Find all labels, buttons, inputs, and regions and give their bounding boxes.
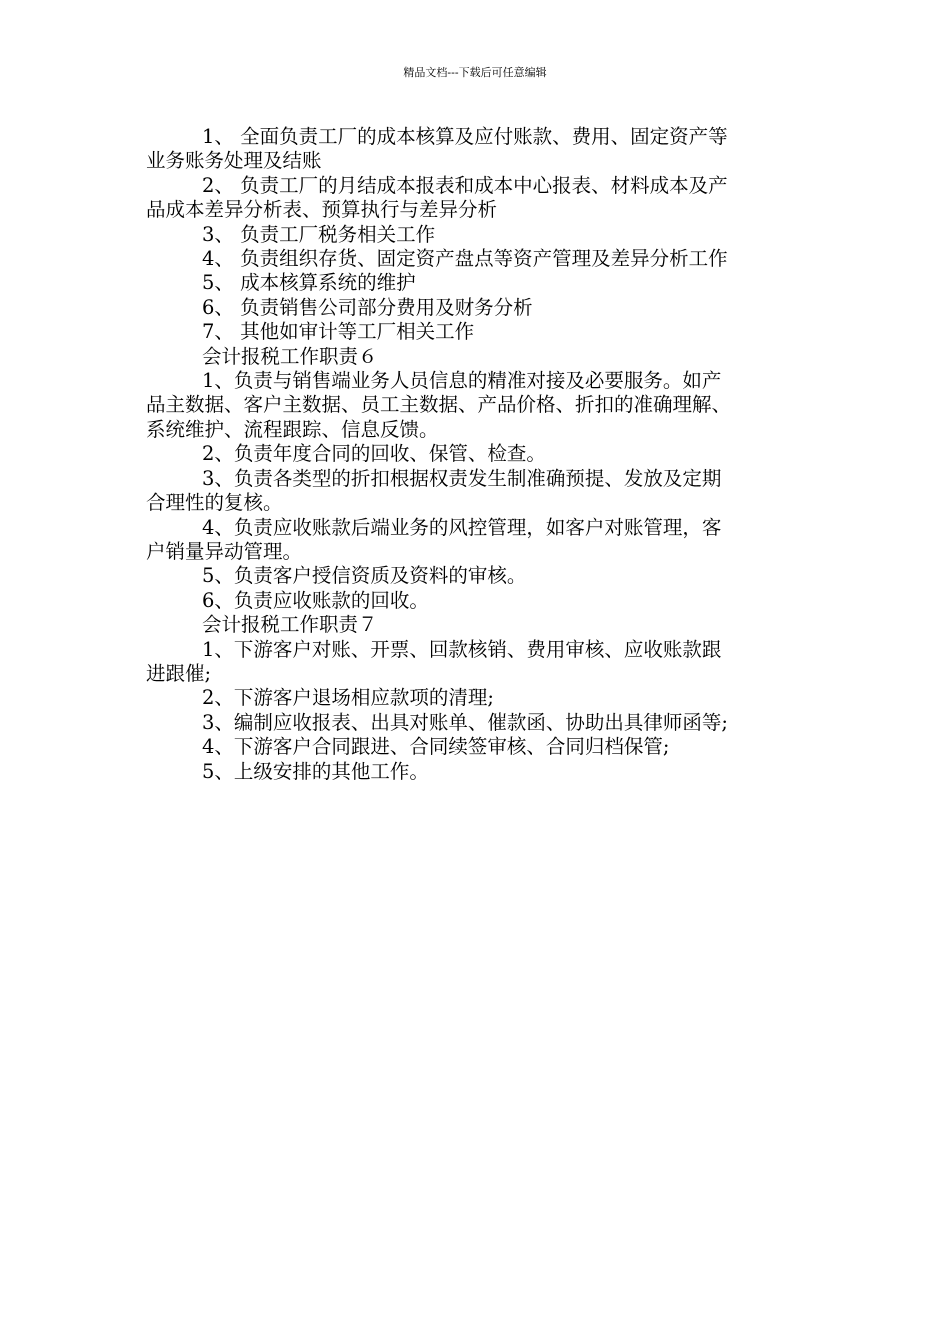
text-line: 品主数据、客户主数据、员工主数据、产品价格、折扣的准确理解、 xyxy=(146,393,732,417)
paragraph-s7-duty-2 xyxy=(146,686,826,710)
text-line: 5、负责客户授信资质及资料的审核。 xyxy=(202,564,527,588)
text-line: 进跟催; xyxy=(146,661,212,685)
paragraph-duty-4 xyxy=(146,247,826,271)
text-line: 3、编制应收报表、出具对账单、催款函、协助出具律师函等; xyxy=(202,710,728,734)
text-line: 1、 全面负责工厂的成本核算及应付账款、费用、固定资产等 xyxy=(202,125,728,148)
paragraph-s6-duty-2 xyxy=(146,442,826,466)
text-line: 3、负责各类型的折扣根据权责发生制准确预提、发放及定期 xyxy=(202,466,722,490)
paragraph-duty-7 xyxy=(146,320,826,344)
page-header-watermark: 精品文档---下载后可任意编辑 xyxy=(403,66,547,79)
text-line: 1、下游客户对账、开票、回款核销、费用审核、应收账款跟 xyxy=(202,637,722,661)
text-line: 户销量异动管理。 xyxy=(146,539,303,563)
paragraph-duty-3 xyxy=(146,223,826,247)
text-line: 6、负责应收账款的回收。 xyxy=(202,588,429,612)
text-line: 业务账务处理及结账 xyxy=(146,149,322,173)
text-line: 合理性的复核。 xyxy=(146,491,283,515)
paragraph-s6-duty-3 xyxy=(146,467,826,516)
paragraph-duty-5 xyxy=(146,271,826,295)
paragraph-duty-1 xyxy=(146,125,826,174)
document-body xyxy=(146,125,826,784)
paragraph-s7-duty-3 xyxy=(146,711,826,735)
text-line: 6、 负责销售公司部分费用及财务分析 xyxy=(202,295,533,319)
text-line: 2、负责年度合同的回收、保管、检查。 xyxy=(202,442,546,466)
paragraph-duty-6 xyxy=(146,296,826,320)
section-title: 会计报税工作职责７ xyxy=(202,613,378,637)
section-heading-6 xyxy=(146,345,826,369)
text-line: 4、 负责组织存货、固定资产盘点等资产管理及差异分析工作 xyxy=(202,247,728,271)
text-line: 2、下游客户退场相应款项的清理; xyxy=(202,686,494,710)
paragraph-s7-duty-4 xyxy=(146,735,826,759)
text-line: 2、 负责工厂的月结成本报表和成本中心报表、材料成本及产 xyxy=(202,173,728,197)
paragraph-duty-2 xyxy=(146,174,826,223)
text-line: 3、 负责工厂税务相关工作 xyxy=(202,222,436,246)
paragraph-s7-duty-1 xyxy=(146,638,826,687)
paragraph-s6-duty-1 xyxy=(146,369,826,442)
paragraph-s6-duty-5 xyxy=(146,564,826,588)
text-line: 5、上级安排的其他工作。 xyxy=(202,759,429,783)
text-line: 7、 其他如审计等工厂相关工作 xyxy=(202,320,475,344)
text-line: 1、负责与销售端业务人员信息的精准对接及必要服务。如产 xyxy=(202,369,722,393)
text-line: 4、下游客户合同跟进、合同续签审核、合同归档保管; xyxy=(202,735,670,759)
section-title: 会计报税工作职责６ xyxy=(202,344,378,368)
text-line: 4、负责应收账款后端业务的风控管理，如客户对账管理，客 xyxy=(202,515,722,539)
section-heading-7 xyxy=(146,613,826,637)
paragraph-s6-duty-4 xyxy=(146,516,826,565)
paragraph-s6-duty-6 xyxy=(146,589,826,613)
text-line: 品成本差异分析表、预算执行与差异分析 xyxy=(146,198,498,222)
text-line: 系统维护、流程跟踪、信息反馈。 xyxy=(146,417,439,441)
paragraph-s7-duty-5 xyxy=(146,760,826,784)
text-line: 5、 成本核算系统的维护 xyxy=(202,271,416,295)
